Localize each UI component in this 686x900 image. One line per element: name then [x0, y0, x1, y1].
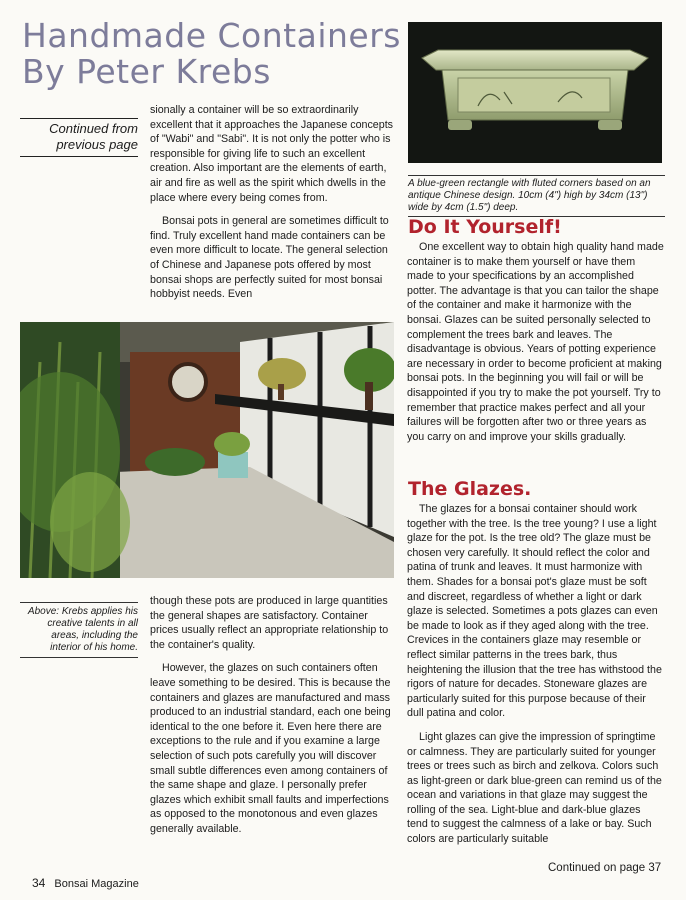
body-column-right-glazes — [407, 502, 664, 856]
interior-photo-caption: Above: Krebs applies his creative talents in all areas, including the interior of his home. — [20, 602, 138, 658]
article-title-line2: By Peter Krebs — [22, 52, 271, 91]
body-paragraph: The glazes for a bonsai container should work together with the tree. Is the tree young? I use a light glaze for the pot. Is the tree old? The glaze must be chosen very carefully. It should reflect the color and patina of trunk and leaves. It must harmonize with them. Shades for a bonsai pot's glaze must be soft and discreet, regardless of whether a light or dark glaze is selected. Sometimes a pots glazes can even be made to look as if they aged along with the tree. Crevices in the containers glaze may resemble or reflect similar patterns in the trees bark, thus heightening the illusion that the tree has withstood the rigors of nature for decades. Stoneware glazes are particularly suited for this purpose because of their dull patina and color. — [407, 503, 662, 720]
section-heading-the-glazes: The Glazes. — [408, 478, 532, 500]
continued-from-line1: Continued from — [49, 121, 138, 136]
page-number: 34 — [32, 876, 46, 890]
body-paragraph: Bonsai pots in general are sometimes difficult to find. Truly excellent hand made containers can be even more difficult to locate. The general selection of Chinese and Japanese pots offered by most bonsai shops are perfectly suited for most bonsai hobbyist needs. Even — [150, 215, 389, 301]
body-paragraph: though these pots are produced in large quantities the general shapes are satisfactory. Container prices usually reflect an appropriate relationship to the container's quality. — [150, 595, 389, 651]
body-paragraph: Light glazes can give the impression of springtime or calmness. They are particularly suited for younger trees or trees such as birch and zelkova. Colors such as light-green or dark blue-green can remind us of the ocean and variations in that glaze may suggest the rolling of the sea. Light-blue and dark-blue glazes tend to suggest the calmness of a lake or bay. Such colors are particularly suitable — [407, 730, 662, 846]
body-paragraph: However, the glazes on such containers often leave something to be desired. This is because the containers and glazes are manufactured and mass produced to an industrial standard, each one being identical to the one before it. Even here there are exceptions to the rule and if you examine a large selection of such pots carefully you will discover small subtle differences even among containers of the same shape and glaze. I personally prefer glazes which exhibit small faults and imperfections as opposed to the monotonous and even glazes generally available. — [150, 662, 391, 835]
magazine-name: Bonsai Magazine — [54, 878, 139, 890]
continued-on-note: Continued on page 37 — [548, 862, 662, 874]
body-column-middle-bottom — [150, 594, 398, 846]
body-paragraph: One excellent way to obtain high quality hand made container is to make them yourself or have them made to your specifications by an accomplished potter. The advantage is that you can tailor the shape of the container and make it harmonize with the bonsai. Glazes can be suited personally selected to complement the trees bark and leaves. The disadvantage is obvious. Years of potting experience are necessary in order to become proficient at making bonsai pots. In the beginning you will fail or will be disappointed if you try to make the pot yourself. Try to remember that practice makes perfect and all your failures will be forgotten after two or three years as you carry on and improve your skills gradually. — [407, 241, 664, 443]
home-interior-photo — [20, 322, 394, 578]
continued-from-line2: previous page — [56, 137, 138, 152]
section-heading-do-it-yourself: Do It Yourself! — [408, 216, 562, 238]
page-footer — [32, 876, 139, 890]
body-paragraph: sionally a container will be so extraordinarily excellent that it approaches the Japanese concepts of "Wabi" and "Sabi". It is not only the potter who is responsible for giving life to such an excellent creation. Also important are the elements of earth, air and fire as well as the spirit which dwells in the place where every being comes from. — [150, 104, 394, 204]
body-column-middle-top — [150, 103, 398, 311]
bonsai-pot-photo — [408, 22, 662, 163]
article-title — [22, 18, 402, 90]
body-column-right-diy — [407, 240, 664, 453]
pot-photo-caption: A blue-green rectangle with fluted corners based on an antique Chinese design. 10cm (4") high by 34cm (13") wide by 4cm (1.5") deep. — [408, 175, 665, 217]
continued-from-note — [20, 118, 138, 157]
article-title-line1: Handmade Containers — [22, 16, 401, 55]
